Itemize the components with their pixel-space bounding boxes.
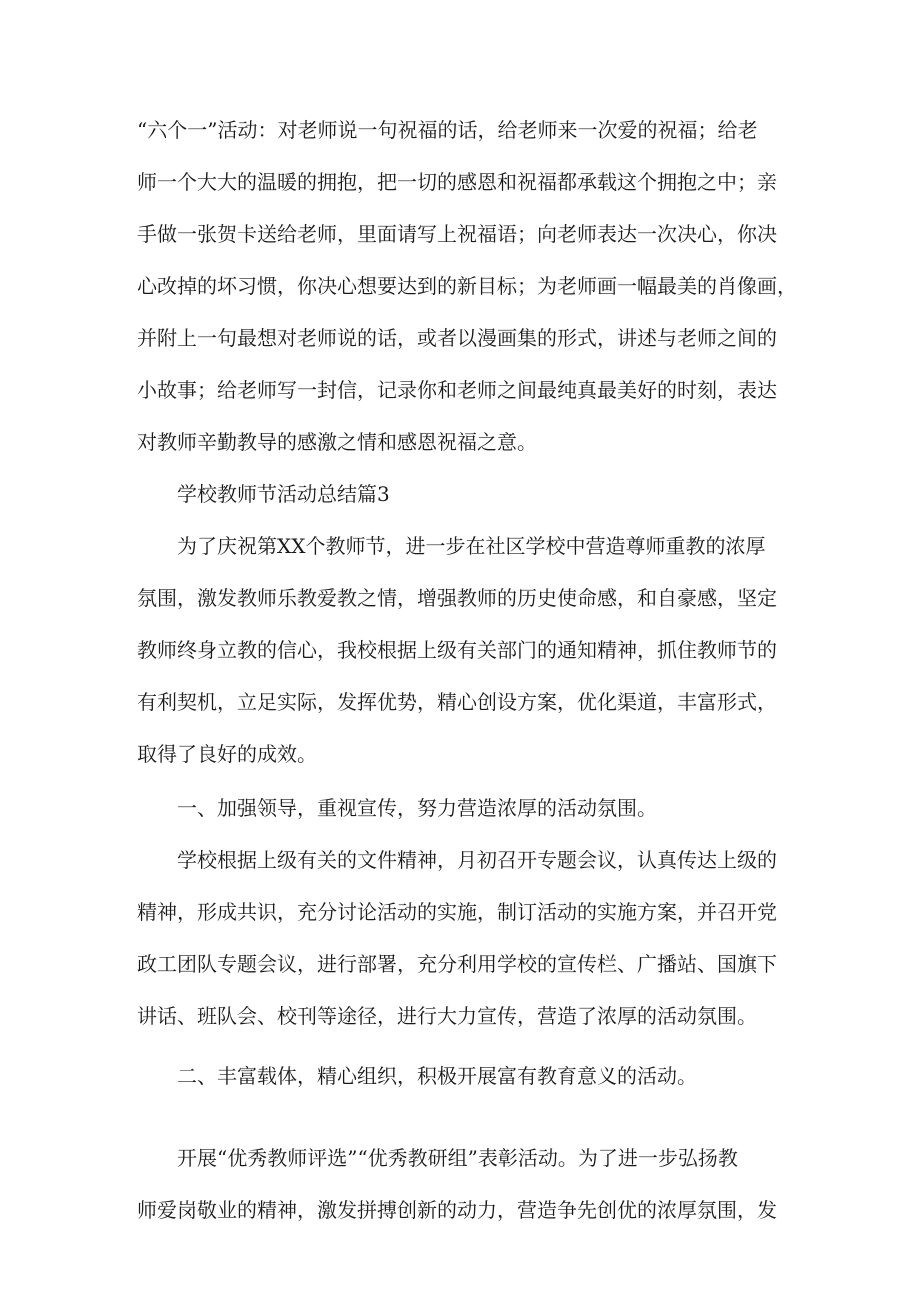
paragraph-1-line-5: 并附上一句最想对老师说的话，或者以漫画集的形式，讲述与老师之间的 (137, 326, 777, 350)
paragraph-4-line-1: 开展“优秀教师评选”“优秀教研组”表彰活动。为了进一步弘扬教 (177, 1146, 738, 1170)
paragraph-1-line-4: 心改掉的坏习惯，你决心想要达到的新目标；为老师画一幅最美的肖像画， (137, 274, 797, 298)
paragraph-2-line-2: 氛围，激发教师乐教爱教之情，增强教师的历史使命感，和自豪感，坚定 (137, 586, 777, 610)
paragraph-1-line-7: 对教师辛勤教导的感激之情和感恩祝福之意。 (137, 430, 537, 454)
heading-2: 二、丰富载体，精心组织，积极开展富有教育意义的活动。 (177, 1064, 697, 1088)
paragraph-4-line-2: 师爱岗敬业的精神，激发拼搏创新的动力，营造争先创优的浓厚氛围，发 (137, 1198, 777, 1222)
paragraph-3-line-3: 政工团队专题会议，进行部署，充分利用学校的宣传栏、广播站、国旗下 (137, 952, 777, 976)
paragraph-3-line-4: 讲话、班队会、校刊等途径，进行大力宣传，营造了浓厚的活动氛围。 (137, 1004, 757, 1028)
paragraph-3-line-2: 精神，形成共识，充分讨论活动的实施，制订活动的实施方案，并召开党 (137, 900, 777, 924)
paragraph-2-line-5: 取得了良好的成效。 (137, 742, 317, 766)
paragraph-1-line-6: 小故事；给老师写一封信，记录你和老师之间最纯真最美好的时刻，表达 (137, 378, 777, 402)
paragraph-1-line-3: 手做一张贺卡送给老师，里面请写上祝福语；向老师表达一次决心，你决 (137, 222, 777, 246)
paragraph-1-line-2: 师一个大大的温暖的拥抱，把一切的感恩和祝福都承载这个拥抱之中；亲 (137, 170, 777, 194)
section-title: 学校教师节活动总结篇3 (177, 482, 390, 506)
paragraph-3-line-1: 学校根据上级有关的文件精神，月初召开专题会议，认真传达上级的 (177, 848, 777, 872)
paragraph-2-line-4: 有利契机，立足实际，发挥优势，精心创设方案，优化渠道，丰富形式， (137, 690, 777, 714)
heading-1: 一、加强领导，重视宣传，努力营造浓厚的活动氛围。 (177, 796, 657, 820)
paragraph-2-line-1: 为了庆祝第XX个教师节，进一步在社区学校中营造尊师重教的浓厚 (177, 534, 766, 558)
paragraph-1-line-1: “六个一”活动：对老师说一句祝福的话，给老师来一次爱的祝福；给老 (137, 118, 758, 142)
paragraph-2-line-3: 教师终身立教的信心，我校根据上级有关部门的通知精神，抓住教师节的 (137, 638, 777, 662)
